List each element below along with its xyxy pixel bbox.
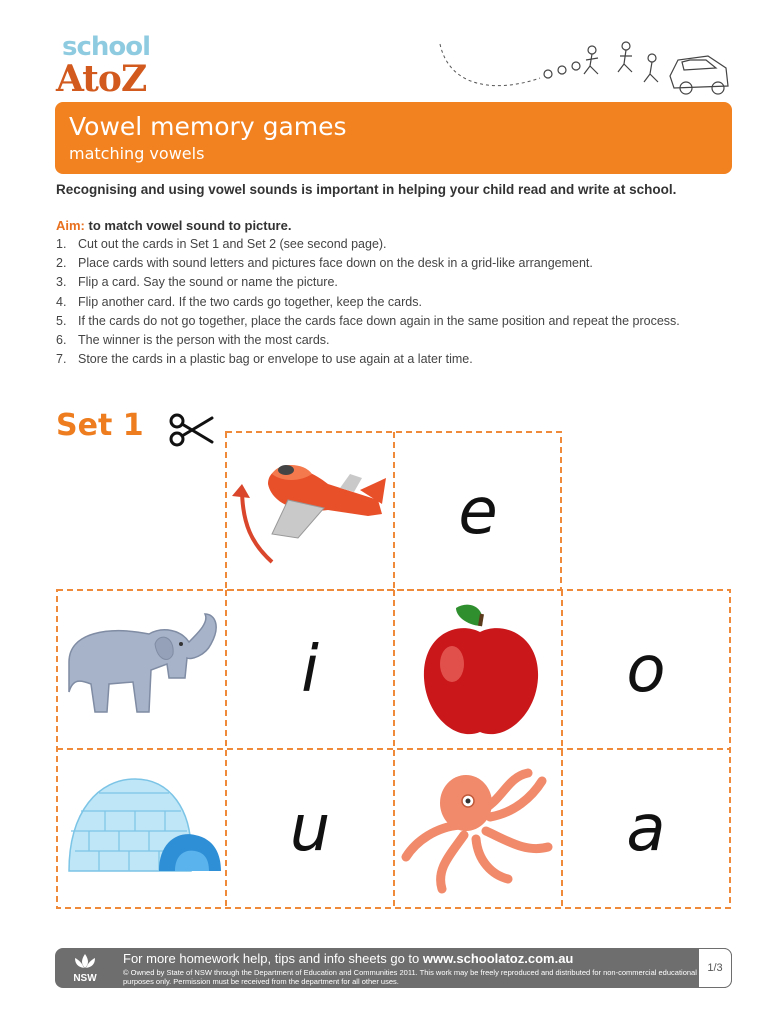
- logo-school-text: school: [62, 32, 151, 62]
- svg-text:NSW: NSW: [73, 973, 97, 984]
- apple-icon: [396, 592, 562, 750]
- airplane-icon: [228, 434, 394, 592]
- step-text: If the cards do not go together, place the cards face down again in the same position and repeat the process.: [78, 313, 680, 328]
- footer-prefix: For more homework help, tips and info sheets go to: [123, 951, 423, 966]
- step-number: 4.: [56, 294, 67, 309]
- card-apple[interactable]: [396, 592, 562, 750]
- octopus-icon: [396, 751, 562, 909]
- card-elephant[interactable]: [59, 592, 225, 750]
- igloo-icon: [59, 751, 225, 909]
- aim-label: Aim:: [56, 218, 85, 233]
- footer-help-text: [123, 951, 573, 966]
- footer-url-link[interactable]: www.schoolatoz.com.au: [422, 951, 574, 966]
- set-1-heading: Set 1: [56, 408, 144, 443]
- step-text: Cut out the cards in Set 1 and Set 2 (see second page).: [78, 237, 387, 251]
- step-text: Store the cards in a plastic bag or envelope to use again at a later time.: [78, 352, 473, 367]
- footer-bar: [55, 948, 732, 988]
- step-text: Flip a card. Say the sound or name the picture.: [78, 275, 338, 290]
- letter-a-card[interactable]: a: [626, 791, 666, 866]
- footer-copyright: © Owned by State of NSW through the Department of Education and Communities 2011. This work may be freely reproduced and distributed for non-commercial educational purposes only. Permission must be received from the department for all other uses.: [123, 968, 697, 986]
- step-number: 7.: [56, 352, 67, 367]
- logo-atoz-text: AtoZ: [56, 58, 147, 100]
- aim-text: to match vowel sound to picture.: [84, 218, 292, 233]
- page-number: 1/3: [698, 948, 732, 988]
- letter-o-card[interactable]: o: [626, 632, 666, 707]
- nsw-logo: [63, 952, 107, 984]
- page-title: Vowel memory games: [69, 112, 347, 141]
- intro-text: Recognising and using vowel sounds is important in helping your child read and write at school.: [56, 182, 677, 197]
- step-text: Flip another card. If the two cards go together, keep the cards.: [78, 294, 422, 309]
- page-subtitle: matching vowels: [69, 144, 205, 163]
- card-octopus[interactable]: [396, 751, 562, 909]
- elephant-icon: [59, 592, 225, 750]
- step-number: 3.: [56, 275, 67, 290]
- letter-u-card[interactable]: u: [289, 791, 331, 866]
- letter-e-card[interactable]: e: [458, 474, 498, 549]
- step-number: 5.: [56, 313, 67, 328]
- step-number: 1.: [56, 237, 67, 251]
- step-text: The winner is the person with the most cards.: [78, 333, 330, 348]
- letter-i-card[interactable]: i: [301, 632, 319, 707]
- step-number: 6.: [56, 333, 67, 348]
- step-text: Place cards with sound letters and pictures face down on the desk in a grid-like arrangement.: [78, 256, 593, 271]
- step-number: 2.: [56, 256, 67, 271]
- card-airplane[interactable]: [228, 434, 394, 592]
- card-igloo[interactable]: [59, 751, 225, 909]
